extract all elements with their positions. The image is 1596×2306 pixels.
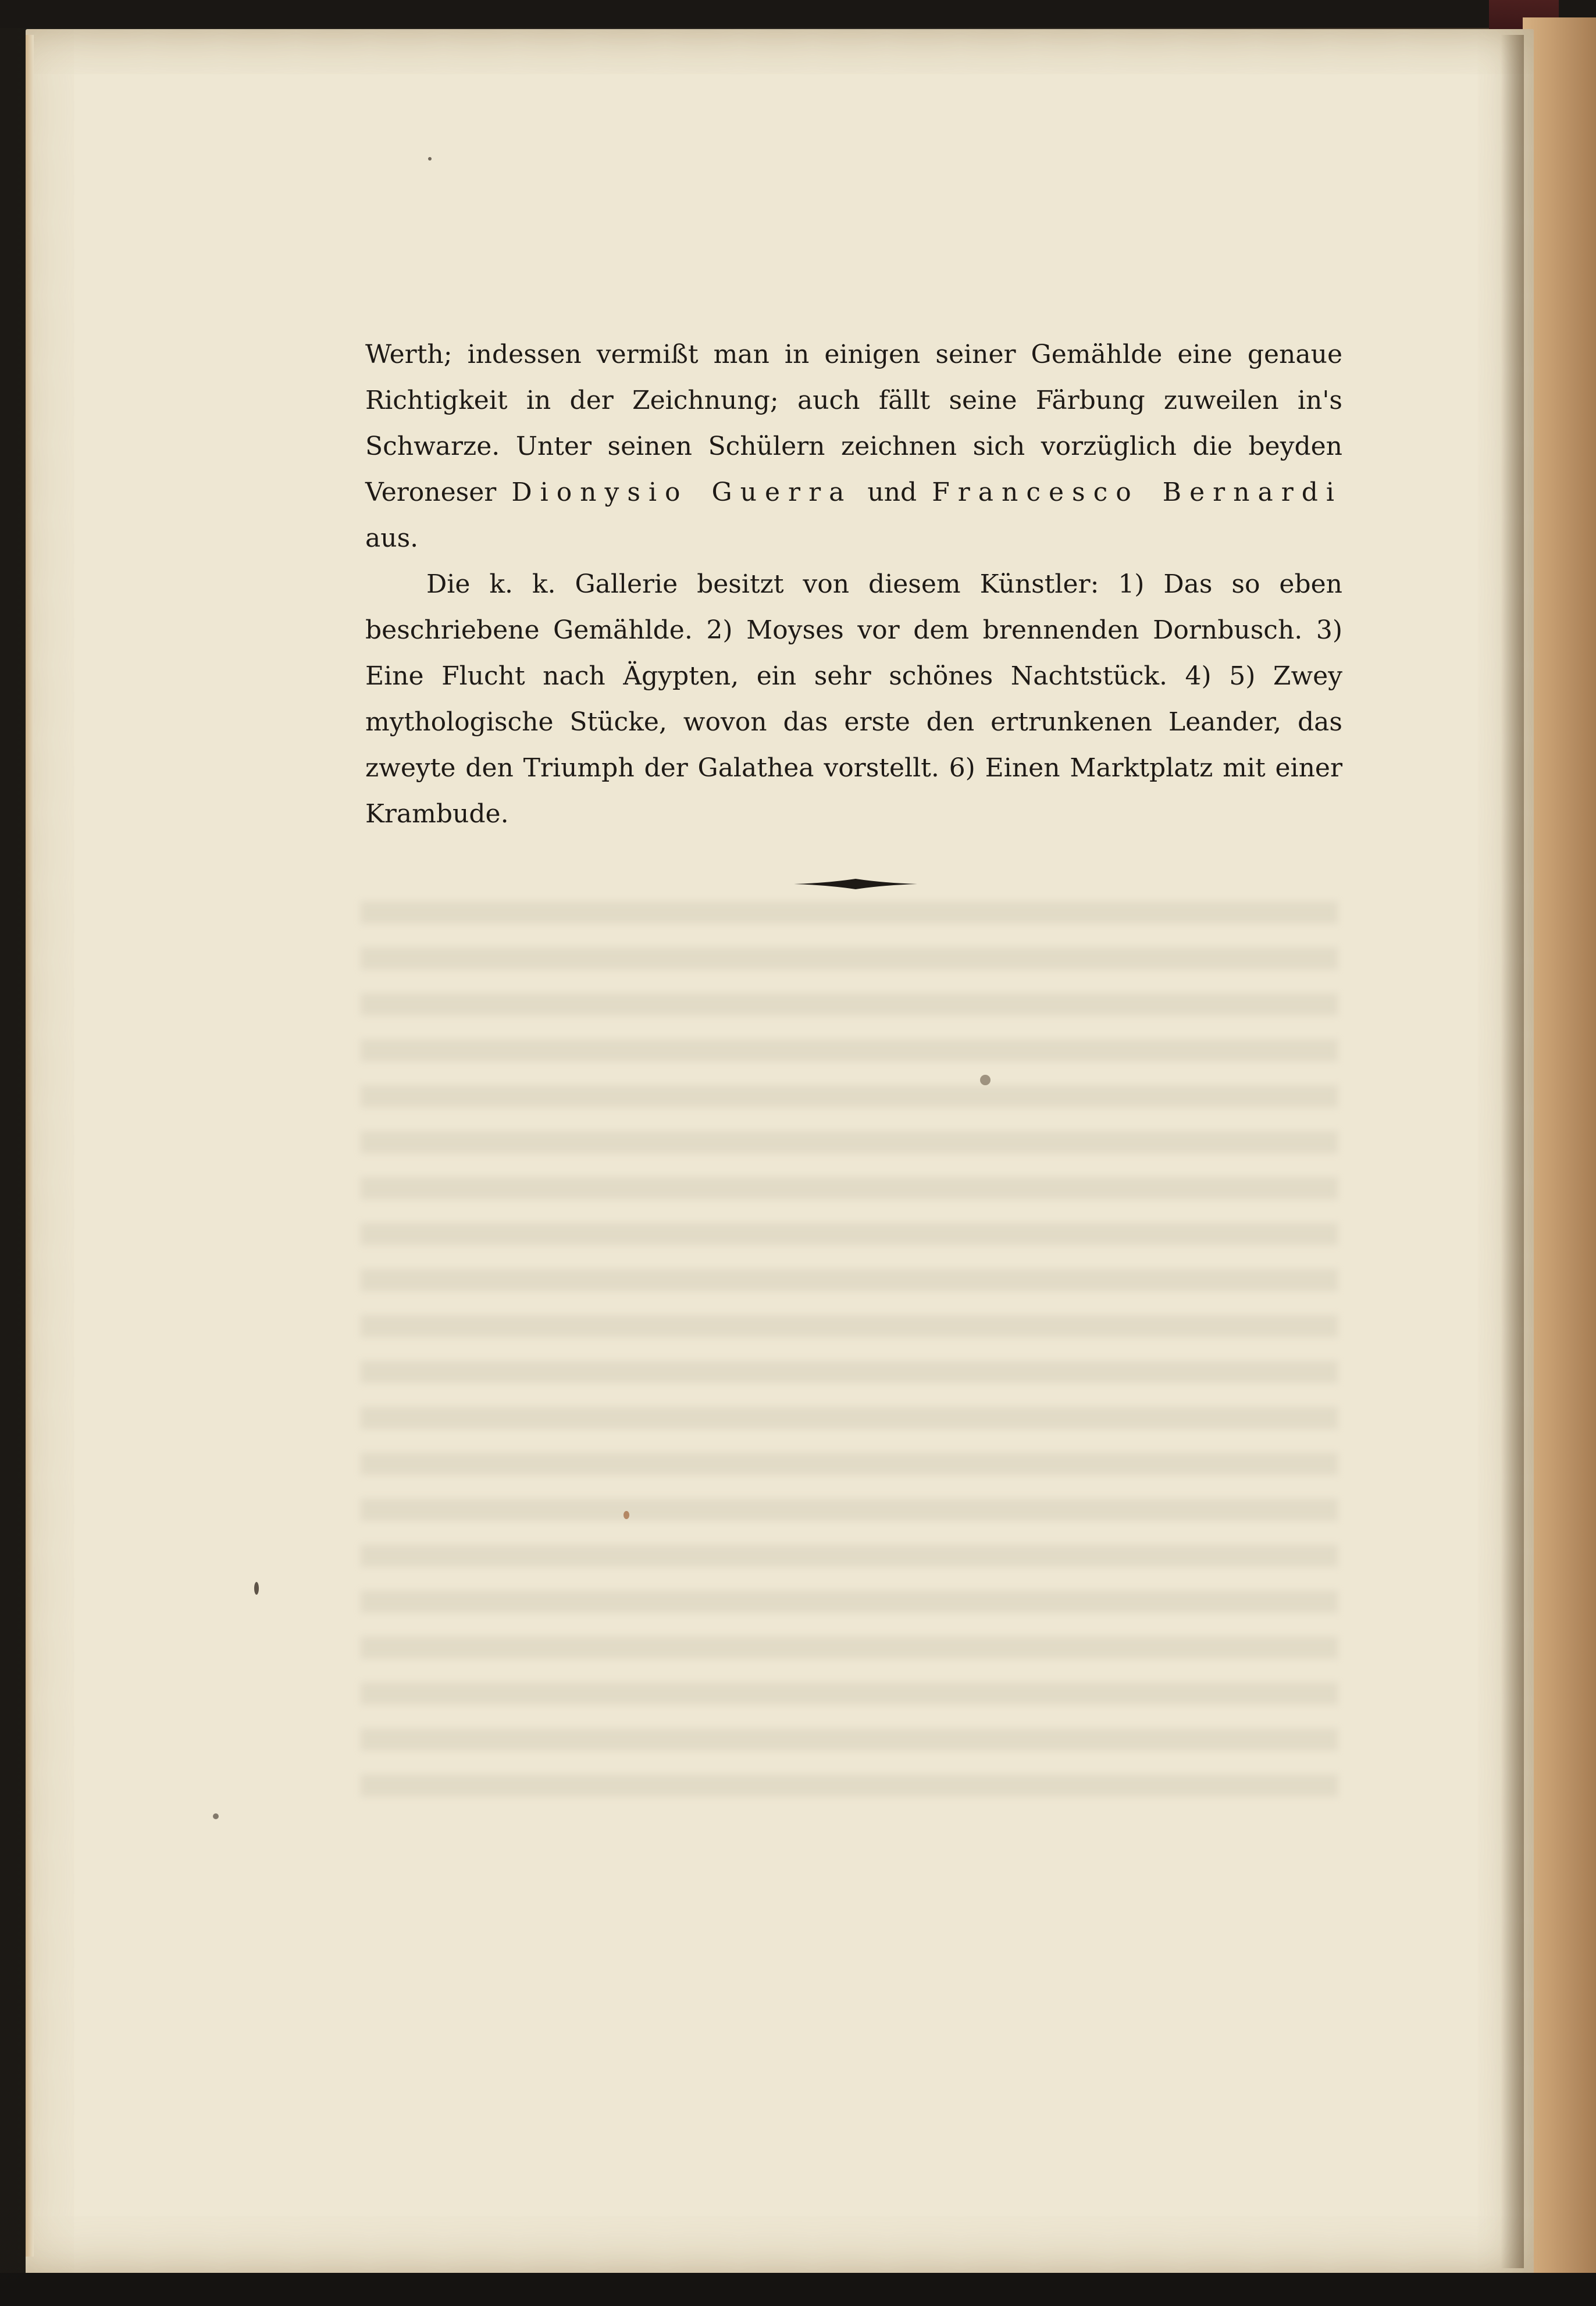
bleed-through-text bbox=[361, 901, 1338, 1809]
page-text bbox=[365, 332, 1342, 837]
paragraph-1-text-b: und bbox=[852, 477, 932, 507]
name-francesco-bernardi: Francesco Bernardi bbox=[932, 477, 1342, 507]
paper-speck bbox=[254, 1582, 259, 1595]
paper-speck bbox=[428, 157, 432, 161]
scan-top-border bbox=[0, 0, 1596, 28]
paragraph-1-text-c: aus. bbox=[365, 523, 419, 553]
ornamental-divider bbox=[794, 877, 917, 891]
paragraph-2: Die k. k. Gallerie besitzt von diesem Künstler: 1) Das so eben beschriebene Gemählde. 2) Moyses vor dem brennenden Dornbusch. 3) Eine Flucht nach Ägypten, ein sehr schönes Nachtstück. 4) 5) Zwey mythologische Stücke, wovon das erste den ertrunkenen Leander, das zweyte den Triumph der Galathea vorstellt. 6) Einen Marktplatz mit einer Krambude. bbox=[365, 569, 1342, 829]
paper-speck bbox=[624, 1511, 629, 1519]
paper-speck bbox=[980, 1075, 991, 1085]
paper-speck bbox=[213, 1813, 219, 1819]
gutter-shadow bbox=[1501, 35, 1524, 2268]
scan-bottom-border bbox=[0, 2273, 1596, 2306]
page-left-edge bbox=[26, 35, 34, 2257]
paragraph-1-text-a: Werth; indessen vermißt man in einigen seiner Gemählde eine genaue Richtigkeit in der Zeichnung; auch fällt seine Färbung zuweilen in's Schwarze. Unter seinen Schülern zeichnen sich vorzüglich die beyden Veroneser bbox=[365, 340, 1342, 507]
paragraph-1 bbox=[365, 332, 1342, 561]
name-dionysio-guerra: Dionysio Guerra bbox=[511, 477, 853, 507]
